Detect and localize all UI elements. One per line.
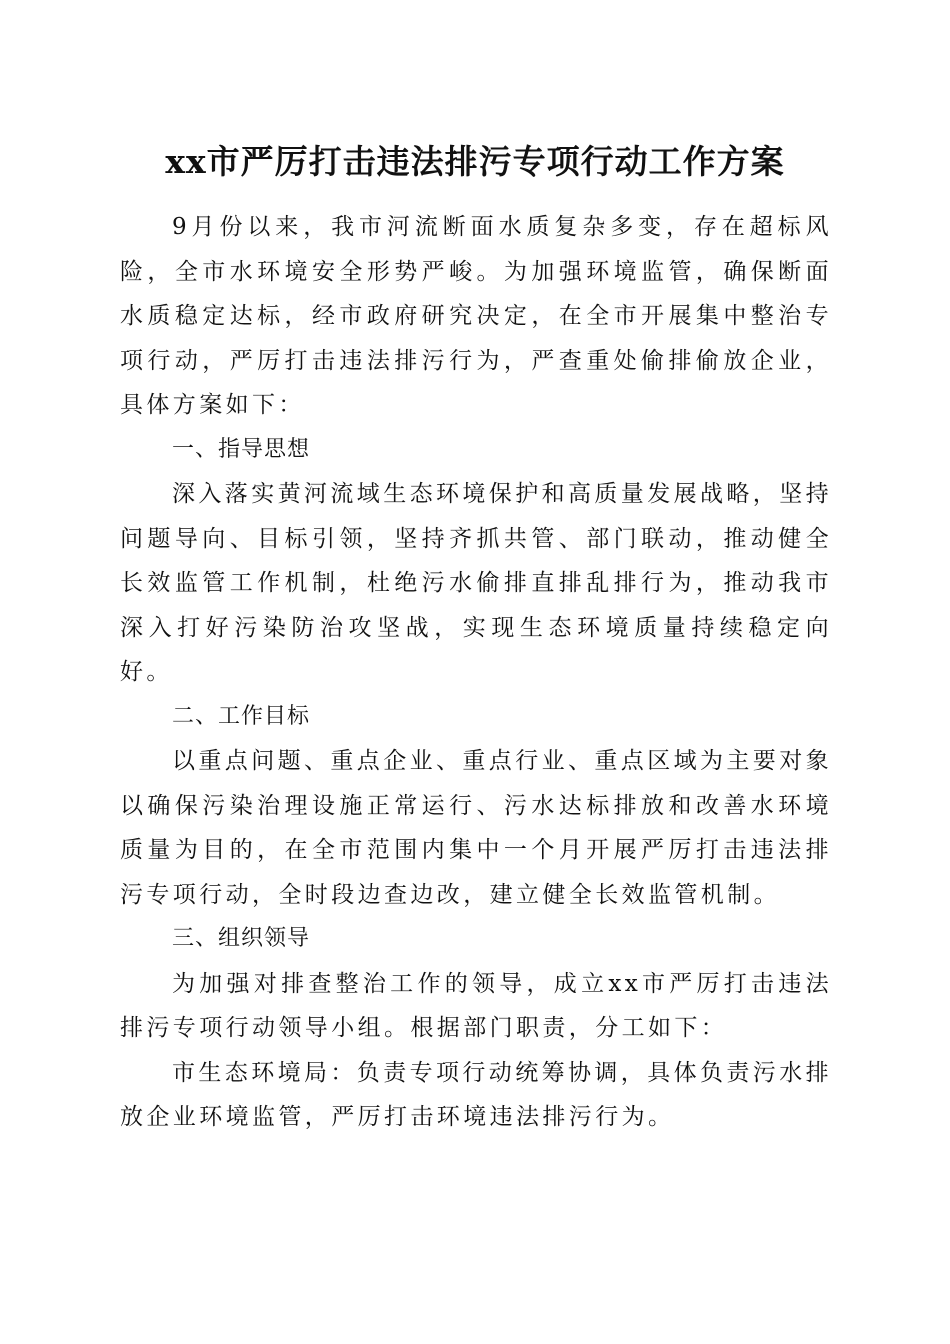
section-paragraph: 以重点问题、重点企业、重点行业、重点区域为主要对象以确保污染治理设施正常运行、污水达标排放和改善水环境质量为目的，在全市范围内集中一个月开展严厉打击违法排污专项行动，全时段边查边改，建立健全长效监管机制。 (120, 748, 832, 908)
section-heading: 一、指导思想 (172, 436, 311, 462)
section-heading: 二、工作目标 (172, 703, 311, 729)
section-organization (120, 917, 832, 1140)
section-paragraph: 深入落实黄河流域生态环境保护和高质量发展战略，坚持问题导向、目标引领，坚持齐抓共管、部门联动，推动健全长效监管工作机制，杜绝污水偷排直排乱排行为，推动我市深入打好污染防治攻坚战，实现生态环境质量持续稳定向好。 (120, 481, 832, 685)
intro-paragraph: 9月份以来，我市河流断面水质复杂多变，存在超标风险，全市水环境安全形势严峻。为加强环境监管，确保断面水质稳定达标，经市政府研究决定，在全市开展集中整治专项行动，严厉打击违法排污行为，严查重处偷排偷放企业，具体方案如下： (120, 214, 832, 418)
document-body (120, 205, 832, 1140)
section-paragraph: 为加强对排查整治工作的领导，成立xx市严厉打击违法排污专项行动领导小组。根据部门职责，分工如下： (120, 970, 832, 1041)
section-guiding-ideology (120, 428, 832, 695)
section-work-goals (120, 695, 832, 918)
document-title: xx市严厉打击违法排污专项行动工作方案 (165, 142, 785, 181)
section-paragraph: 市生态环境局：负责专项行动统筹协调，具体负责污水排放企业环境监管，严厉打击环境违法排污行为。 (120, 1059, 832, 1130)
section-heading: 三、组织领导 (172, 926, 311, 951)
